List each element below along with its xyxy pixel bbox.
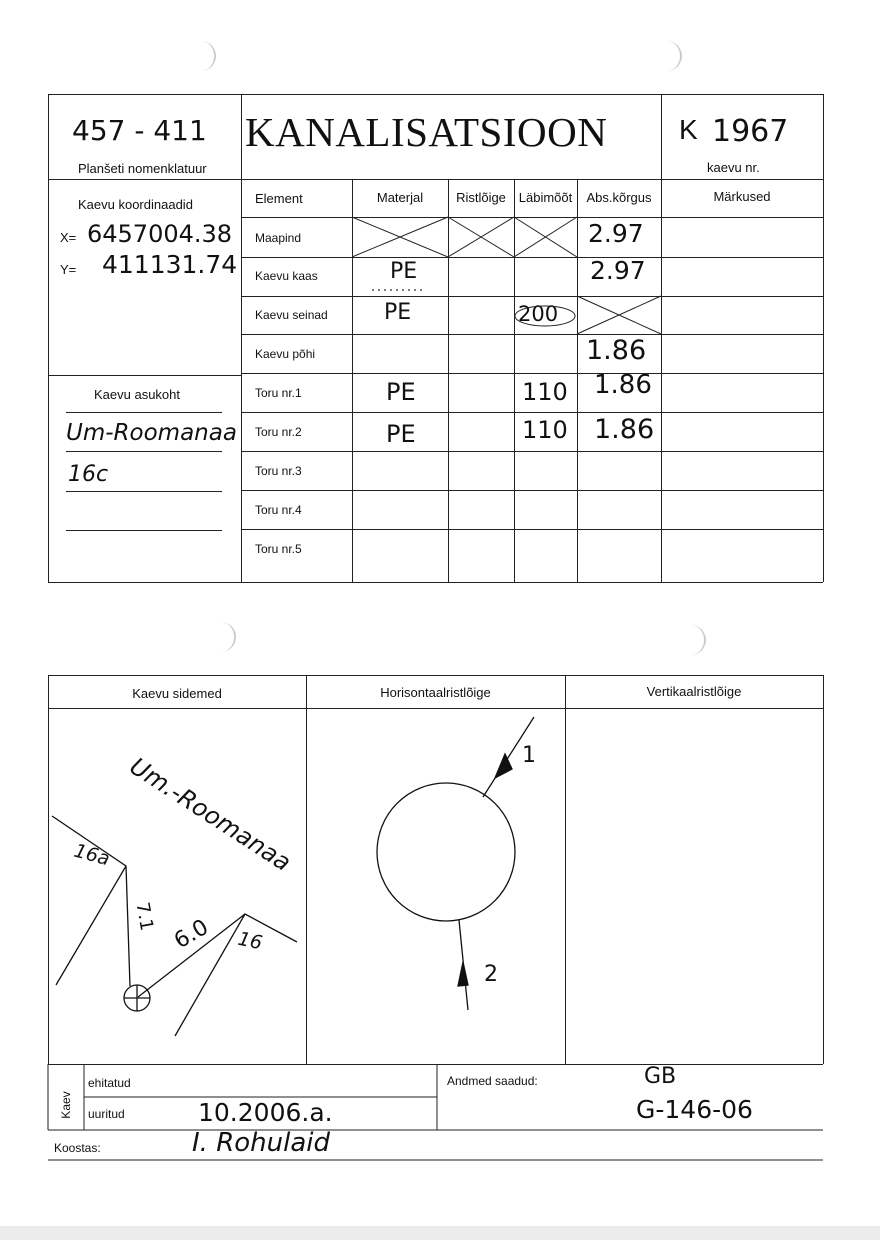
y-value: 411131.74 (102, 250, 238, 279)
asukoht-line1: Um-Roomanaa (66, 420, 237, 446)
kaevu-nr-value: 1967 (712, 114, 789, 149)
empty-cell-cross (352, 217, 661, 334)
pipe-label-2: 2 (484, 962, 498, 987)
page-title: KANALISATSIOON (245, 109, 608, 155)
uuritud-label: uuritud (88, 1107, 125, 1121)
materjal-value: PE (386, 420, 416, 448)
horizontal-section (377, 717, 534, 1010)
th-kaevu-sidemed: Kaevu sidemed (132, 686, 222, 701)
materjal-value: PE (384, 300, 412, 325)
plansheti-label: Planšeti nomenklatuur (78, 161, 207, 176)
uuritud-value: 10.2006.a. (198, 1098, 333, 1127)
th-labimoot: Läbimõõt (518, 190, 573, 205)
row-element: Toru nr.1 (255, 386, 302, 400)
distance-label: 6.0 (170, 914, 213, 955)
row-element: Toru nr.4 (255, 503, 302, 517)
distance-label: 7.1 (131, 900, 158, 933)
abs-korgus-value: 2.97 (588, 219, 644, 248)
th-markused: Märkused (713, 189, 771, 204)
th-vertikaalristloige: Vertikaalristlõige (646, 684, 742, 699)
street-label: Um.-Roomanaa (124, 752, 296, 877)
k-letter: K (679, 114, 698, 145)
koostas-value: I. Rohulaid (192, 1128, 331, 1158)
building-label-16a: 16a (71, 839, 113, 871)
abs-korgus-value: 2.97 (590, 256, 646, 285)
materjal-value: PE (390, 259, 418, 284)
koordinaadid-label: Kaevu koordinaadid (78, 197, 193, 212)
row-element: Toru nr.3 (255, 464, 302, 478)
row-element: Toru nr.5 (255, 542, 302, 556)
pipe-label-1: 1 (522, 743, 536, 768)
andmed-label: Andmed saadud: (447, 1074, 538, 1088)
th-abs-korgus: Abs.kõrgus (586, 190, 652, 205)
building-label-16: 16 (235, 927, 265, 955)
kaevu-nr-label: kaevu nr. (707, 160, 760, 175)
row-element: Kaevu põhi (255, 347, 316, 361)
ehitatud-label: ehitatud (88, 1076, 131, 1090)
labimoot-value: 110 (522, 378, 568, 406)
andmed-value-1: GB (644, 1064, 677, 1089)
x-value: 6457004.38 (87, 220, 233, 248)
labimoot-value: 200 (518, 302, 559, 326)
x-label: X= (60, 230, 77, 245)
materjal-value: PE (386, 378, 416, 406)
koostas-label: Koostas: (54, 1141, 101, 1155)
abs-korgus-value: 1.86 (586, 335, 647, 366)
labimoot-value: 110 (522, 416, 568, 444)
abs-korgus-value: 1.86 (594, 370, 652, 400)
th-horisontaalristloige: Horisontaalristlõige (380, 685, 491, 700)
abs-korgus-value: 1.86 (594, 414, 655, 445)
asukoht-line2: 16c (68, 462, 109, 487)
row-element: Kaevu seinad (255, 308, 328, 322)
row-element: Kaevu kaas (255, 269, 318, 283)
andmed-value-2: G-146-06 (636, 1095, 753, 1124)
asukoht-label: Kaevu asukoht (94, 387, 181, 402)
y-label: Y= (60, 262, 77, 277)
row-element: Maapind (255, 231, 302, 245)
row-element: Toru nr.2 (255, 425, 302, 439)
kaev-label: Kaev (59, 1091, 73, 1119)
th-element: Element (255, 191, 303, 206)
th-ristloige: Ristlõige (456, 190, 506, 205)
th-materjal: Materjal (376, 190, 424, 205)
plansheti-value: 457 - 411 (72, 114, 207, 147)
